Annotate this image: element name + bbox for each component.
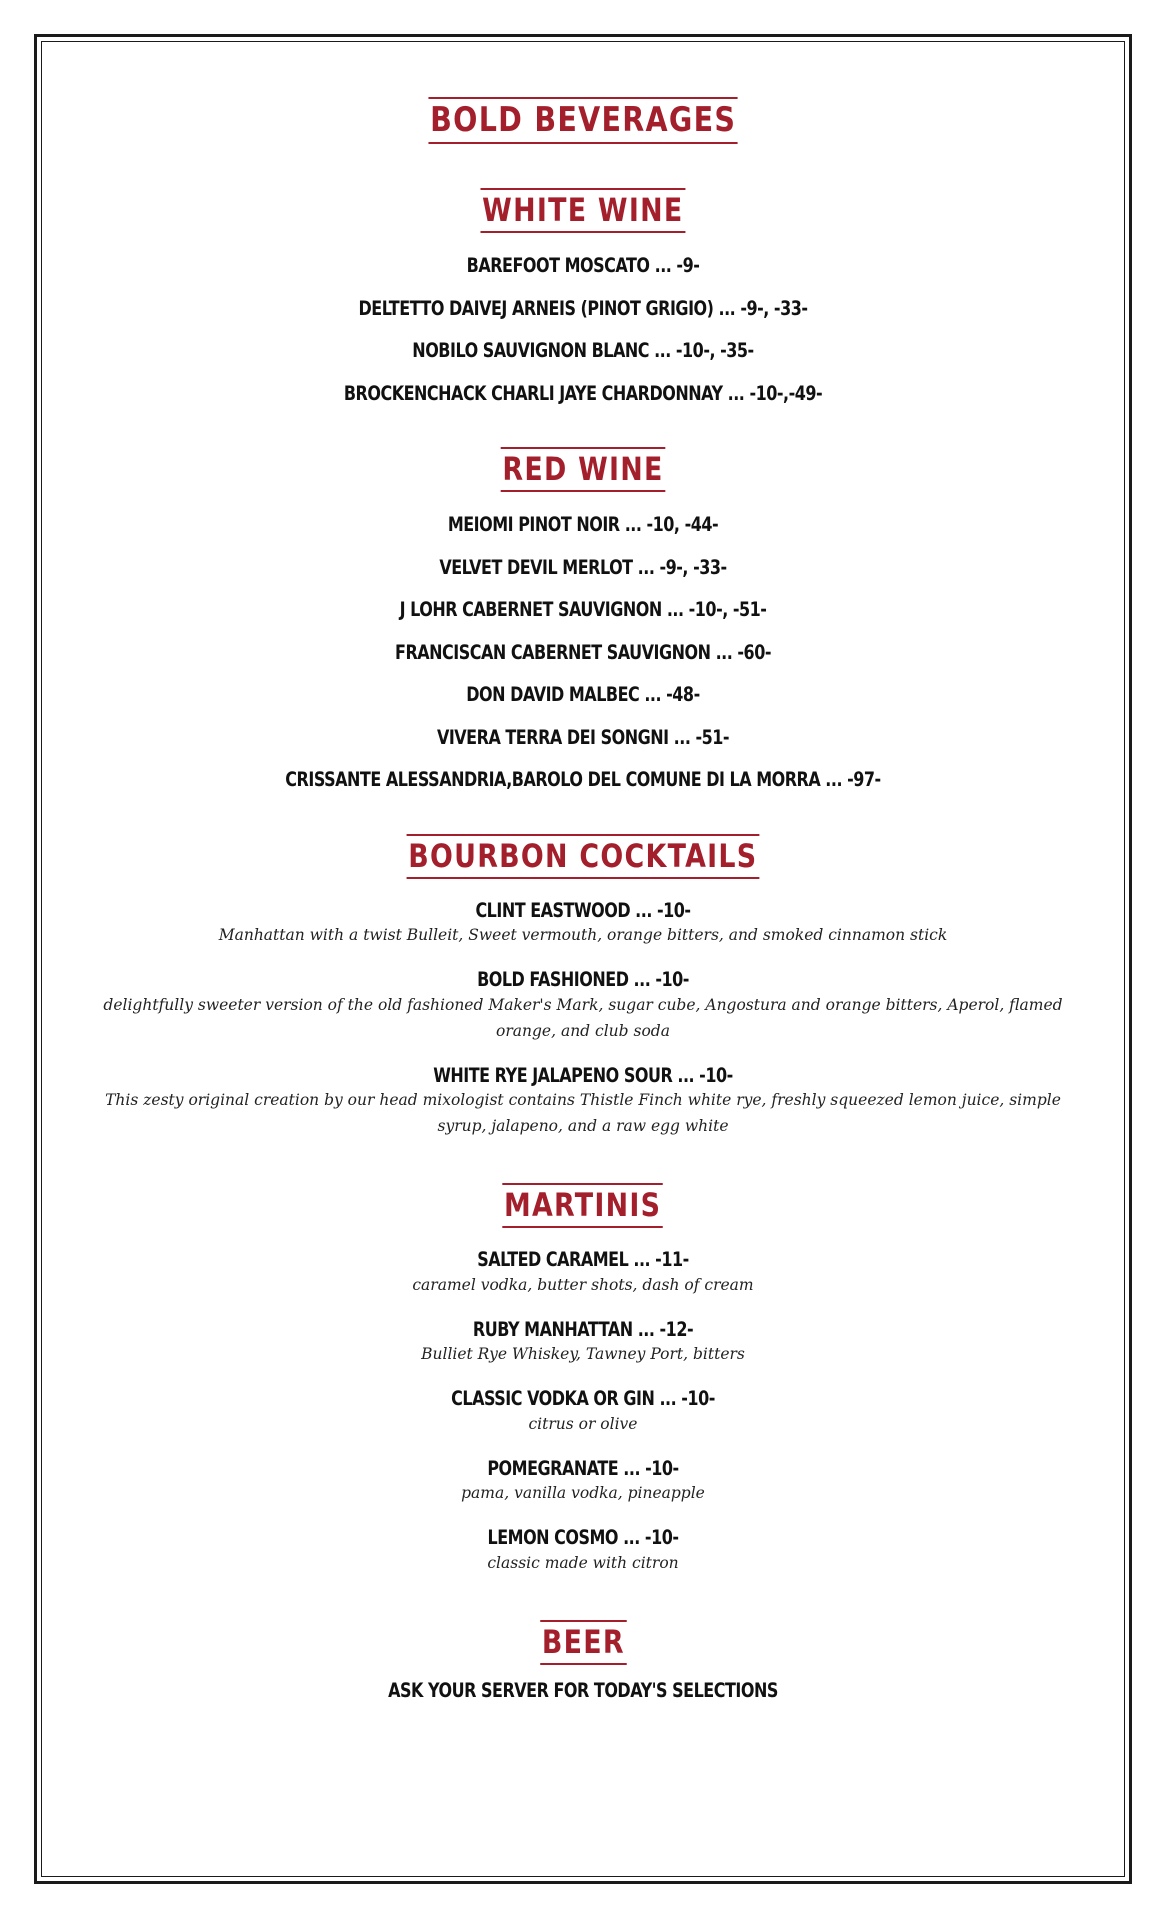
menu-item: J LOHR CABERNET SAUVIGNON ... -10-, -51- (399, 598, 767, 621)
bourbon-cocktails-section (41, 834, 1125, 1140)
item-description: delightfully sweeter version of the old fashioned Maker's Mark, sugar cube, Angostura and orange bitters, Aperol, flamed orange, and club soda (103, 995, 1063, 1040)
section-title: BOURBON COCKTAILS (407, 834, 760, 879)
item-name: CLINT EASTWOOD ... -10- (475, 898, 691, 922)
white-wine-section (41, 188, 1125, 403)
menu-item: VELVET DEVIL MERLOT ... -9-, -33- (439, 555, 727, 579)
menu-item: FRANCISCAN CABERNET SAUVIGNON ... -60- (395, 640, 771, 664)
menu-item: MEIOMI PINOT NOIR ... -10, -44- (447, 513, 719, 536)
item-name: SALTED CARAMEL ... -11- (477, 1248, 689, 1271)
menu-item: BROCKENCHACK CHARLI JAYE CHARDONNAY ... -10-,-49- (343, 381, 823, 405)
menu-item (41, 1063, 1125, 1140)
item-description: Bulliet Rye Whiskey, Tawney Port, bitters (421, 1345, 745, 1363)
item-description: citrus or olive (528, 1414, 638, 1433)
menu-item (41, 1456, 1125, 1507)
menu-item (41, 898, 1125, 949)
menu-item (41, 1317, 1125, 1368)
menu-item: DELTETTO DAIVEJ ARNEIS (PINOT GRIGIO) ... -9-, -33- (358, 296, 808, 320)
menu-item (41, 1528, 1125, 1576)
item-description: caramel vodka, butter shots, dash of cream (412, 1275, 754, 1294)
section-title: MARTINIS (503, 1183, 664, 1228)
section-title: WHITE WINE (481, 188, 686, 233)
item-name: LEMON COSMO ... -10- (487, 1526, 679, 1549)
menu-item: VIVERA TERRA DEI SONGNI ... -51- (436, 725, 730, 749)
item-description: Manhattan with a twist Bulleit, Sweet vermouth, orange bitters, and smoked cinnamon stick (218, 926, 948, 944)
menu-item: BAREFOOT MOSCATO ... -9- (466, 254, 700, 277)
item-description: pama, vanilla vodka, pineapple (461, 1484, 705, 1502)
menu-item: DON DAVID MALBEC ... -48- (466, 683, 700, 706)
item-name: POMEGRANATE ... -10- (487, 1456, 679, 1480)
menu-item (41, 1389, 1125, 1437)
martinis-section (41, 1183, 1125, 1576)
menu-item: NOBILO SAUVIGNON BLANC ... -10-, -35- (412, 339, 754, 362)
item-name: WHITE RYE JALAPENO SOUR ... -10- (433, 1063, 733, 1087)
section-title: BEER (540, 1620, 626, 1665)
red-wine-section (41, 447, 1125, 790)
menu-title-wrap (41, 41, 1125, 144)
menu-content (41, 41, 1125, 1700)
beer-note: ASK YOUR SERVER FOR TODAY'S SELECTIONS (388, 1678, 778, 1702)
menu-item (41, 970, 1125, 1044)
item-name: BOLD FASHIONED ... -10- (477, 968, 689, 991)
menu-item (41, 1250, 1125, 1298)
item-name: CLASSIC VODKA OR GIN ... -10- (451, 1387, 715, 1410)
beer-section (41, 1620, 1125, 1701)
section-title: RED WINE (501, 447, 666, 492)
menu-item: CRISSANTE ALESSANDRIA,BAROLO DEL COMUNE DI LA MORRA ... -97- (285, 768, 881, 791)
item-description: classic made with citron (487, 1553, 679, 1572)
item-name: RUBY MANHATTAN ... -12- (472, 1317, 694, 1341)
menu-title: BOLD BEVERAGES (428, 97, 737, 144)
item-description: This zesty original creation by our head mixologist contains Thistle Finch white rye, freshly squeezed lemon juice, simple syrup, jalapeno, and a raw egg white (105, 1091, 1061, 1135)
